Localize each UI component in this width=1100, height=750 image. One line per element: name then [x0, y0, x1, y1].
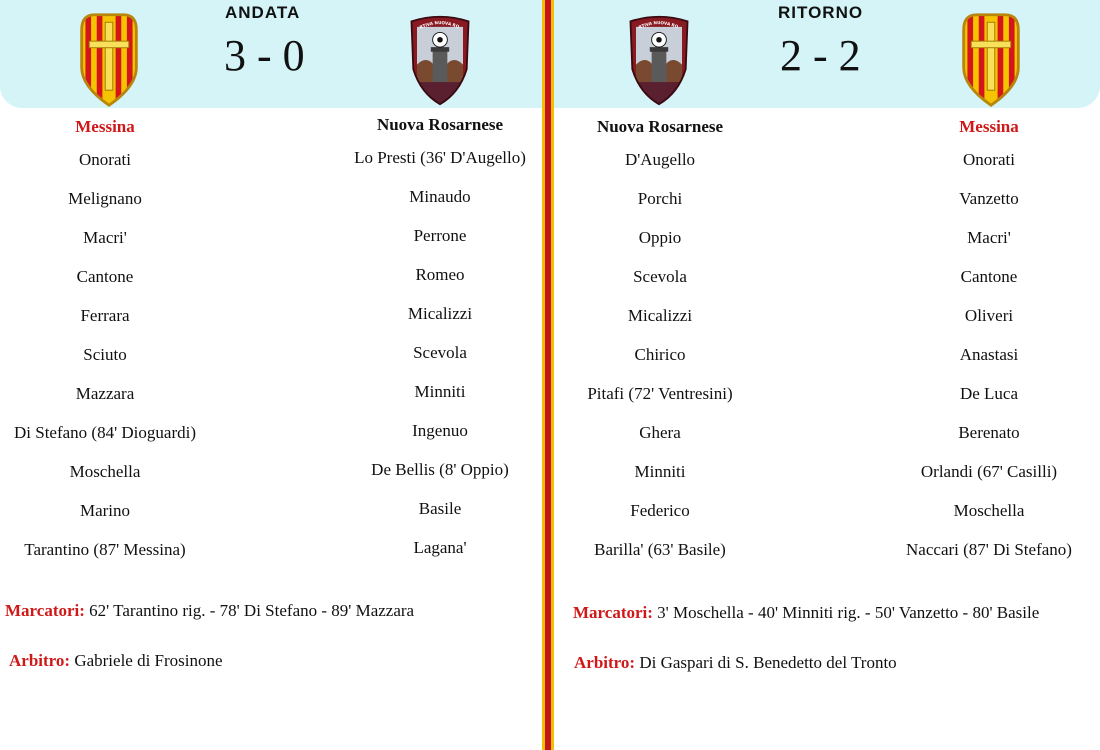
andata-away-team: Nuova Rosarnese [376, 115, 504, 134]
andata-label: ANDATA [225, 3, 301, 22]
player-name: Onorati [79, 150, 131, 169]
player-name: Perrone [413, 226, 467, 245]
player-name: Scevola [633, 267, 687, 286]
player-name: Berenato [958, 423, 1020, 442]
player-name: Chirico [634, 345, 686, 364]
ritorno-away-lineup [884, 117, 1094, 576]
player-name: Moschella [953, 501, 1025, 520]
player-name: Barilla' (63' Basile) [594, 540, 726, 559]
player-name: De Luca [959, 384, 1019, 403]
player-name: Minaudo [409, 187, 471, 206]
player-name: Marino [79, 501, 131, 520]
nuova-rosarnese-crest-icon [405, 14, 475, 106]
ritorno-away-team: Messina [959, 117, 1019, 136]
ritorno-referee [574, 653, 897, 673]
player-name: Ingenuo [412, 421, 468, 440]
rosarnese-crest-text: RTIVA NUOVA RO [418, 20, 460, 30]
scorers-text: 3' Moschella - 40' Minniti rig. - 50' Vanzetto - 80' Basile [657, 603, 1040, 622]
player-name: Micalizzi [627, 306, 693, 325]
player-name: Onorati [963, 150, 1015, 169]
player-name: Oliveri [964, 306, 1014, 325]
player-name: Romeo [415, 265, 465, 284]
referee-text: Di Gaspari di S. Benedetto del Tronto [639, 653, 897, 672]
player-name: Mazzara [75, 384, 135, 403]
scorers-label: Marcatori: [5, 601, 85, 620]
player-name: Di Stefano (84' Dioguardi) [14, 423, 196, 442]
player-name: Oppio [638, 228, 682, 247]
player-name: Federico [630, 501, 690, 520]
player-name: Micalizzi [407, 304, 473, 323]
player-name: Macri' [967, 228, 1011, 247]
player-name: Orlandi (67' Casilli) [920, 462, 1058, 481]
ritorno-panel [554, 0, 1100, 750]
player-name: Vanzetto [959, 189, 1019, 208]
andata-score: 3 - 0 [224, 31, 305, 80]
messina-crest-icon [958, 12, 1024, 108]
andata-home-lineup [10, 117, 200, 576]
player-name: Ghera [639, 423, 681, 442]
ritorno-label: RITORNO [778, 3, 864, 22]
scorers-text: 62' Tarantino rig. - 78' Di Stefano - 89' Mazzara [89, 601, 415, 620]
player-name: Moschella [69, 462, 141, 481]
player-name: Porchi [637, 189, 683, 208]
player-name: Minniti [414, 382, 466, 401]
player-name: Scevola [413, 343, 467, 362]
ritorno-home-lineup [565, 117, 755, 576]
player-name: Cantone [76, 267, 134, 286]
referee-label: Arbitro: [574, 653, 636, 672]
andata-away-lineup [340, 117, 540, 574]
player-name: Pitafi (72' Ventresini) [587, 384, 733, 403]
player-name: Melignano [68, 189, 142, 208]
andata-home-team: Messina [75, 117, 135, 136]
andata-scorers [5, 601, 414, 621]
scorers-label: Marcatori: [573, 603, 653, 622]
referee-text: Gabriele di Frosinone [74, 651, 223, 670]
andata-panel [0, 0, 545, 750]
player-name: Cantone [960, 267, 1018, 286]
player-name: De Bellis (8' Oppio) [371, 460, 509, 479]
player-name: Minniti [634, 462, 686, 481]
player-name: Basile [418, 499, 462, 518]
referee-label: Arbitro: [9, 651, 71, 670]
ritorno-scorers [573, 603, 1039, 623]
ritorno-home-team: Nuova Rosarnese [596, 117, 724, 136]
ritorno-score: 2 - 2 [780, 31, 861, 80]
player-name: Tarantino (87' Messina) [24, 540, 186, 559]
rosarnese-crest-text: RTIVA NUOVA RO [637, 20, 679, 30]
player-name: Naccari (87' Di Stefano) [906, 540, 1072, 559]
messina-crest-icon [76, 12, 142, 108]
player-name: Lagana' [413, 538, 467, 557]
center-divider [542, 0, 554, 750]
player-name: D'Augello [624, 150, 696, 169]
player-name: Anastasi [959, 345, 1019, 364]
player-name: Ferrara [80, 306, 130, 325]
player-name: Lo Presti (36' D'Augello) [354, 148, 526, 167]
nuova-rosarnese-crest-icon [624, 14, 694, 106]
player-name: Macri' [83, 228, 127, 247]
andata-referee [9, 651, 223, 671]
player-name: Sciuto [83, 345, 127, 364]
